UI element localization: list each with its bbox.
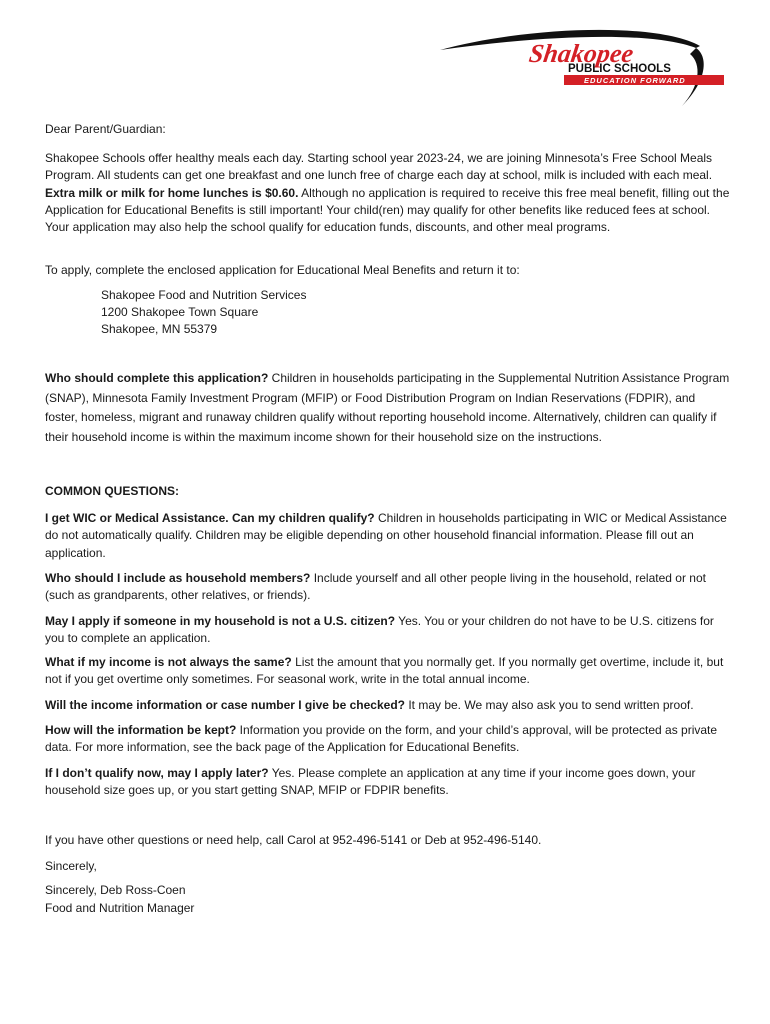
intro-text-2: Although no application is required to receive this free meal benefit, filling out the Application for Educational Benefits is still important! Your child(ren) may qualify for other benefits like reduced fees at school. Your application may also help the school qualify for education funds, discounts, and other meal programs. <box>45 185 730 235</box>
faq-question: How will the information be kept? <box>45 723 237 737</box>
faq-item <box>45 510 730 562</box>
faq-answer: List the amount that you normally get. If you normally get overtime, include it, but not if you get overtime only sometimes. For seasonal work, write in the total annual income. <box>45 655 724 687</box>
signature-name: Sincerely, Deb Ross-Coen <box>45 883 186 897</box>
address-line-2: 1200 Shakopee Town Square <box>101 305 259 319</box>
faq-item <box>45 654 730 689</box>
faq-answer: It may be. We may also ask you to send written proof. <box>404 698 694 712</box>
contact-info: If you have other questions or need help, call Carol at 952-496-5141 or Deb at 952-496-5140. <box>45 833 542 847</box>
closing: Sincerely, <box>45 859 97 873</box>
who-question: Who should complete this application? <box>45 371 269 385</box>
faq-item <box>45 613 730 648</box>
faq-item <box>45 697 730 714</box>
who-answer: Children in households participating in the Supplemental Nutrition Assistance Program (SNAP), Minnesota Family Investment Program (MFIP) or Food Distribution Program on Indian Reservations (FDPIR), and foster, homeless, migrant and runaway children qualify without reporting household income. Alternatively, children can qualify if their household income is within the maximum income shown for their household size on the instructions. <box>45 371 730 444</box>
intro-paragraph <box>45 150 730 236</box>
faq-question: Who should I include as household members? <box>45 571 311 585</box>
intro-text-1: Shakopee Schools offer healthy meals each day. Starting school year 2023-24, we are joining Minnesota’s Free School Meals Program. All students can get one breakfast and one lunch free of charge each day at school, milk is included with each meal. <box>45 151 713 183</box>
faq-item <box>45 765 730 800</box>
apply-instructions: To apply, complete the enclosed application for Educational Meal Benefits and return it to: <box>45 263 520 277</box>
salutation: Dear Parent/Guardian: <box>45 122 166 136</box>
faq-question: If I don’t qualify now, may I apply later? <box>45 766 269 780</box>
address-line-1: Shakopee Food and Nutrition Services <box>101 288 307 302</box>
faq-question: What if my income is not always the same? <box>45 655 292 669</box>
faq-question: I get WIC or Medical Assistance. Can my children qualify? <box>45 511 375 525</box>
faq-answer: Information you provide on the form, and your child’s approval, will be protected as private data. For more information, see the back page of the Application for Educational Benefits. <box>45 723 718 755</box>
logo-tagline: EDUCATION FORWARD <box>584 76 686 85</box>
logo-wordmark: Shakopee <box>527 39 636 68</box>
faq-answer: Yes. You or your children do not have to be U.S. citizens for you to complete an application. <box>45 614 714 646</box>
faq-item <box>45 722 730 757</box>
faq-item <box>45 570 730 605</box>
faq-question: May I apply if someone in my household is not a U.S. citizen? <box>45 614 396 628</box>
faq-answer: Children in households participating in WIC or Medical Assistance do not automatically qualify. Children may be eligible depending on other household financial information. Please fill out an application. <box>45 511 727 560</box>
milk-price-note: Extra milk or milk for home lunches is $0.60. <box>45 185 299 200</box>
faq-answer: Yes. Please complete an application at any time if your income goes down, your household size goes up, or you start getting SNAP, MFIP or FDPIR benefits. <box>45 766 696 798</box>
common-questions-heading: COMMON QUESTIONS: <box>45 484 179 498</box>
who-should-apply <box>45 369 730 447</box>
address-line-3: Shakopee, MN 55379 <box>101 322 218 336</box>
shakopee-logo <box>438 20 728 110</box>
logo-public-schools: PUBLIC SCHOOLS <box>568 63 671 75</box>
faq-answer: Include yourself and all other people living in the household, related or not (such as grandparents, other relatives, or friends). <box>45 571 706 603</box>
faq-question: Will the income information or case number I give be checked? <box>45 698 405 712</box>
signature-title: Food and Nutrition Manager <box>45 901 195 915</box>
